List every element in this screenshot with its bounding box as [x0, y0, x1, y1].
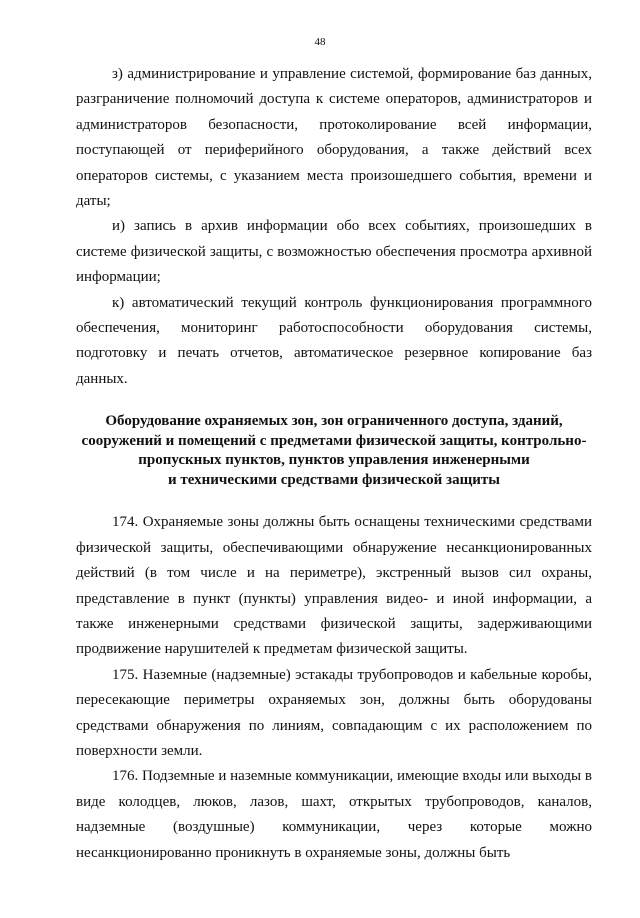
- heading-line: сооружений и помещений с предметами физической защиты, контрольно-: [81, 432, 587, 449]
- heading-line: Оборудование охраняемых зон, зон ограниченного доступа, зданий,: [105, 413, 563, 430]
- section-heading: [76, 412, 592, 490]
- heading-line: и техническими средствами физической защиты: [168, 471, 500, 488]
- page-number: 48: [314, 36, 326, 48]
- paragraph-175: 175. Наземные (надземные) эстакады трубопроводов и кабельные коробы, пересекающие периметры охраняемых зон, должны быть оборудованы средствами обнаружения по линиям, совпадающим с их расположением по поверхности земли.: [76, 666, 592, 759]
- heading-line: пропускных пунктов, пунктов управления инженерными: [138, 452, 530, 469]
- paragraph-item-i: и) запись в архив информации обо всех событиях, произошедших в системе физической защиты, с возможностью обеспечения просмотра архивной информации;: [76, 218, 592, 286]
- document-body: [76, 62, 592, 866]
- paragraph-176: 176. Подземные и наземные коммуникации, имеющие входы или выходы в виде колодцев, люков, лазов, шахт, открытых трубопроводов, каналов, надземные (воздушные) коммуникации, через которые можно несанкционированно проникнуть в охраняемые зоны, должны быть: [76, 768, 592, 861]
- paragraph-item-z: з) администрирование и управление системой, формирование баз данных, разграничение полномочий доступа к системе операторов, администраторов и администраторов безопасности, протоколирование всей информации, поступающей от периферийного оборудования, а также действий всех операторов системы, с указанием места произошедшего события, времени и даты;: [76, 66, 592, 210]
- paragraph-item-k: к) автоматический текущий контроль функционирования программного обеспечения, мониторинг работоспособности оборудования системы, подготовку и печать отчетов, автоматическое резервное копирование баз данных.: [76, 294, 592, 387]
- paragraph-174: 174. Охраняемые зоны должны быть оснащены техническими средствами физической защиты, обеспечивающими обнаружение несанкционированных действий (в том числе и на периметре), экстренный вызов сил охраны, представление в пункт (пункты) управления видео- и иной информации, а также инженерными средствами физической защиты, задерживающими продвижение нарушителей к предметам физической защиты.: [76, 514, 592, 658]
